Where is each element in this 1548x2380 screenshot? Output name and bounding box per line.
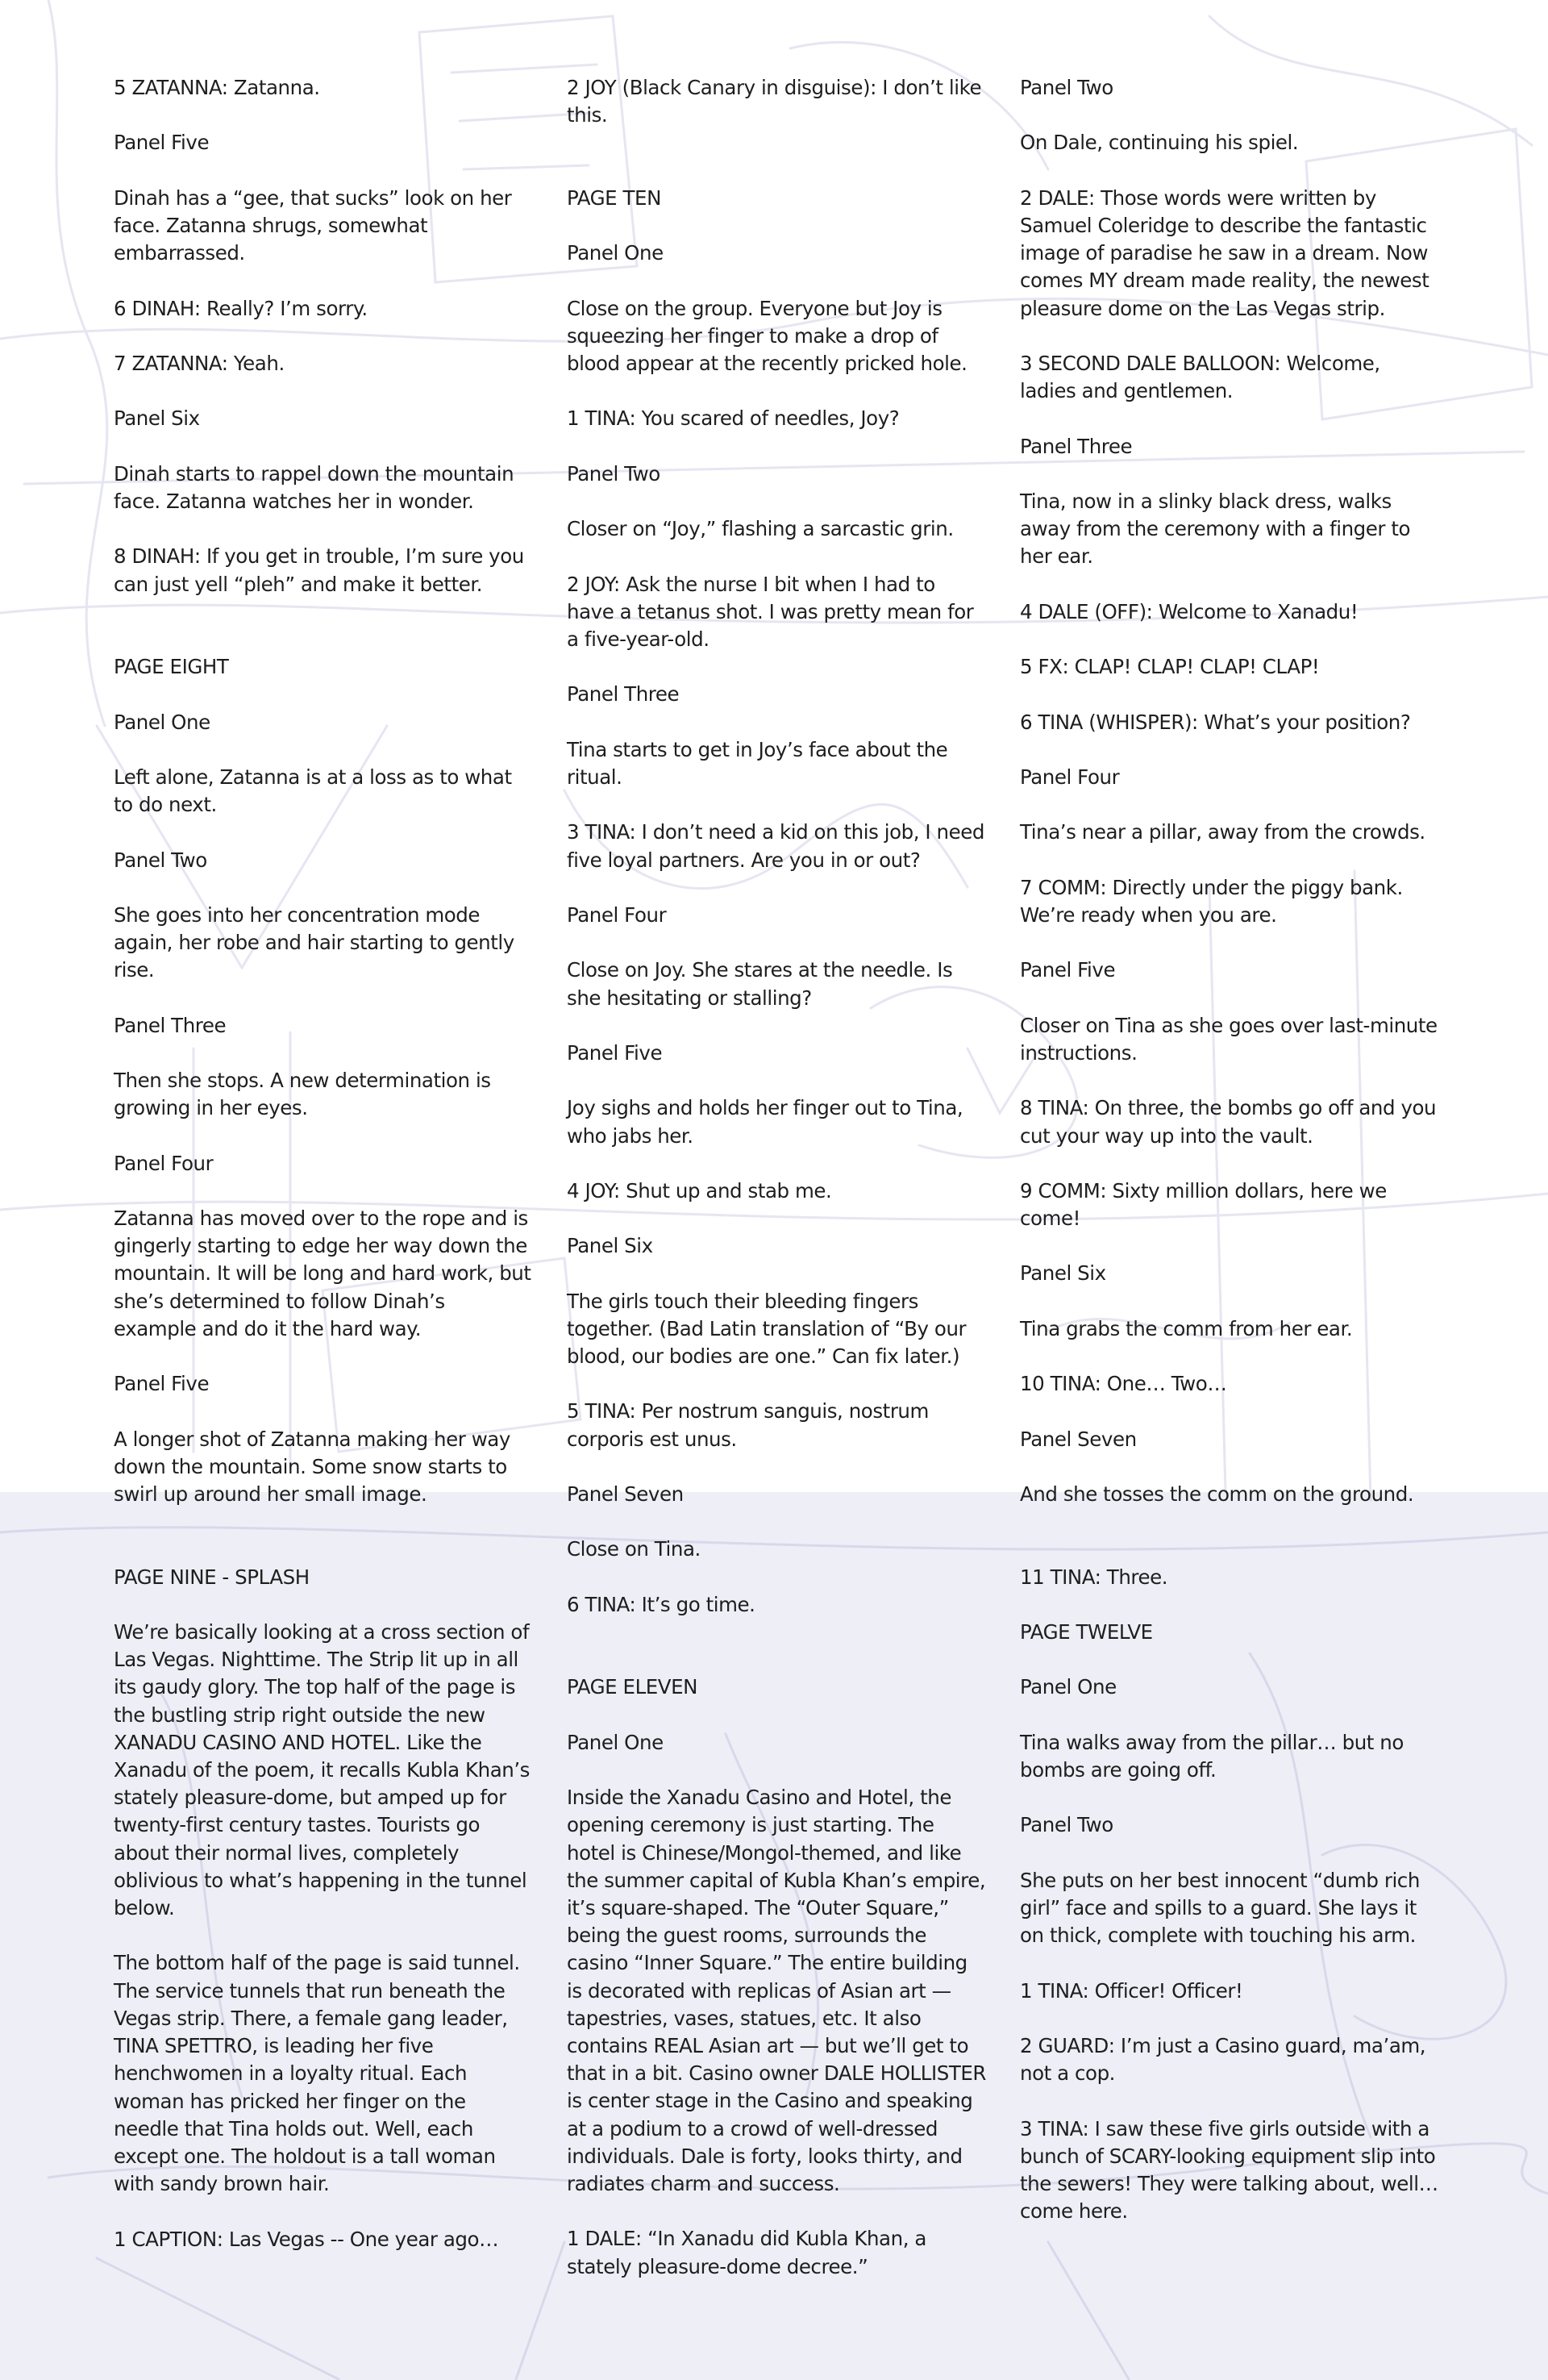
script-line: Close on Tina. [567, 1537, 701, 1561]
script-line: 9 COMM: Sixty million dollars, here we come! [1020, 1178, 1387, 1231]
script-line: Inside the Xanadu Casino and Hotel, the opening ceremony is just starting. The hotel is Chinese/Mongol-themed, and like the summer capital of Kubla Khan’s empire, it’s square-shaped. The “Outer Square,” being the guest rooms, surrounds the casino “Inner Square.” The entire building is decorated with replicas of Asian art — tapestries, vases, statues, etc. It also contains REAL Asian art — but we’ll get to that in a bit. Casino owner DALE HOLLISTER is center stage in the Casino and speaking at a podium to a crowd of well-dressed individuals. Dale is forty, looks thirty, and radiates charm and success. [567, 1786, 986, 2196]
panel-heading: Panel One [114, 710, 210, 734]
script-line: 5 FX: CLAP! CLAP! CLAP! CLAP! [1020, 655, 1320, 679]
panel-heading: Panel Five [114, 131, 210, 155]
panel-heading: Panel Three [114, 1013, 227, 1037]
script-line: 3 TINA: I don’t need a kid on this job, I need five loyal partners. Are you in or out? [567, 820, 984, 872]
script-line: 8 DINAH: If you get in trouble, I’m sure you can just yell “pleh” and make it better. [114, 544, 524, 596]
script-line: Closer on Tina as she goes over last-minute instructions. [1020, 1013, 1438, 1065]
script-line: 6 DINAH: Really? I’m sorry. [114, 296, 368, 320]
script-line: 2 DALE: Those words were written by Samuel Coleridge to describe the fantastic image of paradise he saw in a dream. Now comes MY dream made reality, the newest pleasure dome on the Las Vegas strip. [1020, 185, 1429, 320]
text-column-right [1020, 74, 1439, 2253]
script-line: A longer shot of Zatanna making her way down the mountain. Some snow starts to swirl up around her small image. [114, 1427, 510, 1507]
panel-heading: Panel Five [567, 1040, 663, 1065]
page-heading: PAGE EIGHT [114, 655, 229, 679]
script-line: 5 ZATANNA: Zatanna. [114, 76, 320, 99]
script-line: The bottom half of the page is said tunnel. The service tunnels that run beneath the Vegas strip. There, a female gang leader, TINA SPETTRO, is leading her five henchwomen in a loyalty ritual. Each woman has pricked her finger on the needle that Tina holds out. Well, each except one. The holdout is a tall woman with sandy brown hair. [114, 1951, 520, 2196]
script-line: On Dale, continuing his spiel. [1020, 131, 1299, 155]
panel-heading: Panel One [1020, 1675, 1117, 1699]
panel-heading: Panel Five [114, 1372, 210, 1396]
script-line: 3 TINA: I saw these five girls outside with a bunch of SCARY-looking equipment slip into the sewers! They were talking about, well… come here. [1020, 2116, 1438, 2224]
script-line: 11 TINA: Three. [1020, 1565, 1168, 1589]
panel-heading: Panel One [567, 1730, 664, 1754]
script-line: We’re basically looking at a cross section of Las Vegas. Nighttime. The Strip lit up in all its gaudy glory. The top half of the page is the bustling strip right outside the new XANADU CASINO AND HOTEL. Like the Xanadu of the poem, it recalls Kubla Khan’s stately pleasure-dome, but amped up for twenty-first century tastes. Tourists go about their normal lives, completely oblivious to what’s happening in the tunnel below. [114, 1620, 530, 1920]
script-line: Tina’s near a pillar, away from the crowds. [1020, 820, 1425, 844]
script-line: 2 JOY (Black Canary in disguise): I don’t like this. [567, 76, 982, 127]
script-line: Tina starts to get in Joy’s face about the ritual. [567, 737, 948, 789]
page-heading: PAGE ELEVEN [567, 1675, 698, 1699]
script-line: Left alone, Zatanna is at a loss as to what to do next. [114, 765, 512, 817]
panel-heading: Panel Six [1020, 1261, 1106, 1286]
script-line: 1 TINA: You scared of needles, Joy? [567, 406, 900, 431]
script-line: 4 DALE (OFF): Welcome to Xanadu! [1020, 599, 1359, 623]
text-column-middle [567, 74, 986, 2308]
script-line: Close on Joy. She stares at the needle. Is she hesitating or stalling? [567, 958, 953, 1010]
panel-heading: Panel Two [567, 461, 660, 486]
script-line: 6 TINA (WHISPER): What’s your position? [1020, 710, 1411, 734]
script-line: 6 TINA: It’s go time. [567, 1592, 755, 1616]
script-line: 2 GUARD: I’m just a Casino guard, ma’am, not a cop. [1020, 2033, 1426, 2086]
script-line: The girls touch their bleeding fingers together. (Bad Latin translation of “By our blood, our bodies are one.” Can fix later.) [567, 1289, 967, 1369]
panel-heading: Panel Four [114, 1151, 214, 1175]
script-line: She goes into her concentration mode again, her robe and hair starting to gently rise. [114, 902, 514, 982]
script-line: 10 TINA: One… Two… [1020, 1372, 1227, 1396]
script-line: Tina grabs the comm from her ear. [1020, 1316, 1353, 1340]
script-line: And she tosses the comm on the ground. [1020, 1482, 1414, 1507]
script-line: Tina walks away from the pillar… but no bombs are going off. [1020, 1730, 1404, 1782]
panel-heading: Panel Four [567, 902, 667, 927]
panel-heading: Panel Six [114, 406, 200, 431]
script-line: Closer on “Joy,” flashing a sarcastic grin. [567, 517, 954, 541]
panel-heading: Panel Two [1020, 1813, 1113, 1837]
script-line: 5 TINA: Per nostrum sanguis, nostrum corporis est unus. [567, 1399, 929, 1451]
script-line: 8 TINA: On three, the bombs go off and you cut your way up into the vault. [1020, 1096, 1437, 1148]
page-heading: PAGE NINE - SPLASH [114, 1565, 310, 1589]
panel-heading: Panel Six [567, 1234, 653, 1258]
panel-heading: Panel Three [567, 682, 680, 706]
script-line: Dinah has a “gee, that sucks” look on her face. Zatanna shrugs, somewhat embarrassed. [114, 185, 512, 265]
script-line: 1 TINA: Officer! Officer! [1020, 1978, 1243, 2003]
script-line: Tina, now in a slinky black dress, walks away from the ceremony with a finger to her ear. [1020, 489, 1411, 569]
panel-heading: Panel Two [114, 848, 207, 872]
panel-heading: Panel Seven [1020, 1427, 1137, 1451]
panel-heading: Panel Three [1020, 434, 1133, 458]
script-line: 4 JOY: Shut up and stab me. [567, 1178, 832, 1203]
script-line: Then she stops. A new determination is growing in her eyes. [114, 1069, 491, 1120]
panel-heading: Panel Seven [567, 1482, 684, 1507]
page-heading: PAGE TWELVE [1020, 1620, 1153, 1644]
script-line: She puts on her best innocent “dumb rich girl” face and spills to a guard. She lays it on thick, complete with touching his arm. [1020, 1868, 1420, 1948]
script-line: 2 JOY: Ask the nurse I bit when I had to have a tetanus shot. I was pretty mean for a five-year-old. [567, 572, 974, 651]
panel-heading: Panel Five [1020, 958, 1116, 982]
panel-heading: Panel One [567, 241, 664, 265]
script-line: 7 ZATANNA: Yeah. [114, 351, 285, 375]
script-line: 7 COMM: Directly under the piggy bank. We’re ready when you are. [1020, 875, 1403, 927]
script-line: 1 DALE: “In Xanadu did Kubla Khan, a stately pleasure-dome decree.” [567, 2227, 926, 2278]
script-line: 1 CAPTION: Las Vegas -- One year ago… [114, 2227, 499, 2251]
script-line: Joy sighs and holds her finger out to Tina, who jabs her. [567, 1096, 963, 1148]
text-column-left [114, 74, 533, 2281]
script-line: Zatanna has moved over to the rope and is gingerly starting to edge her way down the mountain. It will be long and hard work, but she’s determined to follow Dinah’s example and do it the hard way. [114, 1207, 531, 1340]
panel-heading: Panel Two [1020, 76, 1113, 99]
script-line: Dinah starts to rappel down the mountain face. Zatanna watches her in wonder. [114, 461, 514, 513]
page-heading: PAGE TEN [567, 185, 661, 210]
panel-heading: Panel Four [1020, 765, 1120, 789]
script-line: 3 SECOND DALE BALLOON: Welcome, ladies and gentlemen. [1020, 351, 1380, 403]
script-line: Close on the group. Everyone but Joy is squeezing her finger to make a drop of blood appear at the recently pricked hole. [567, 296, 968, 375]
